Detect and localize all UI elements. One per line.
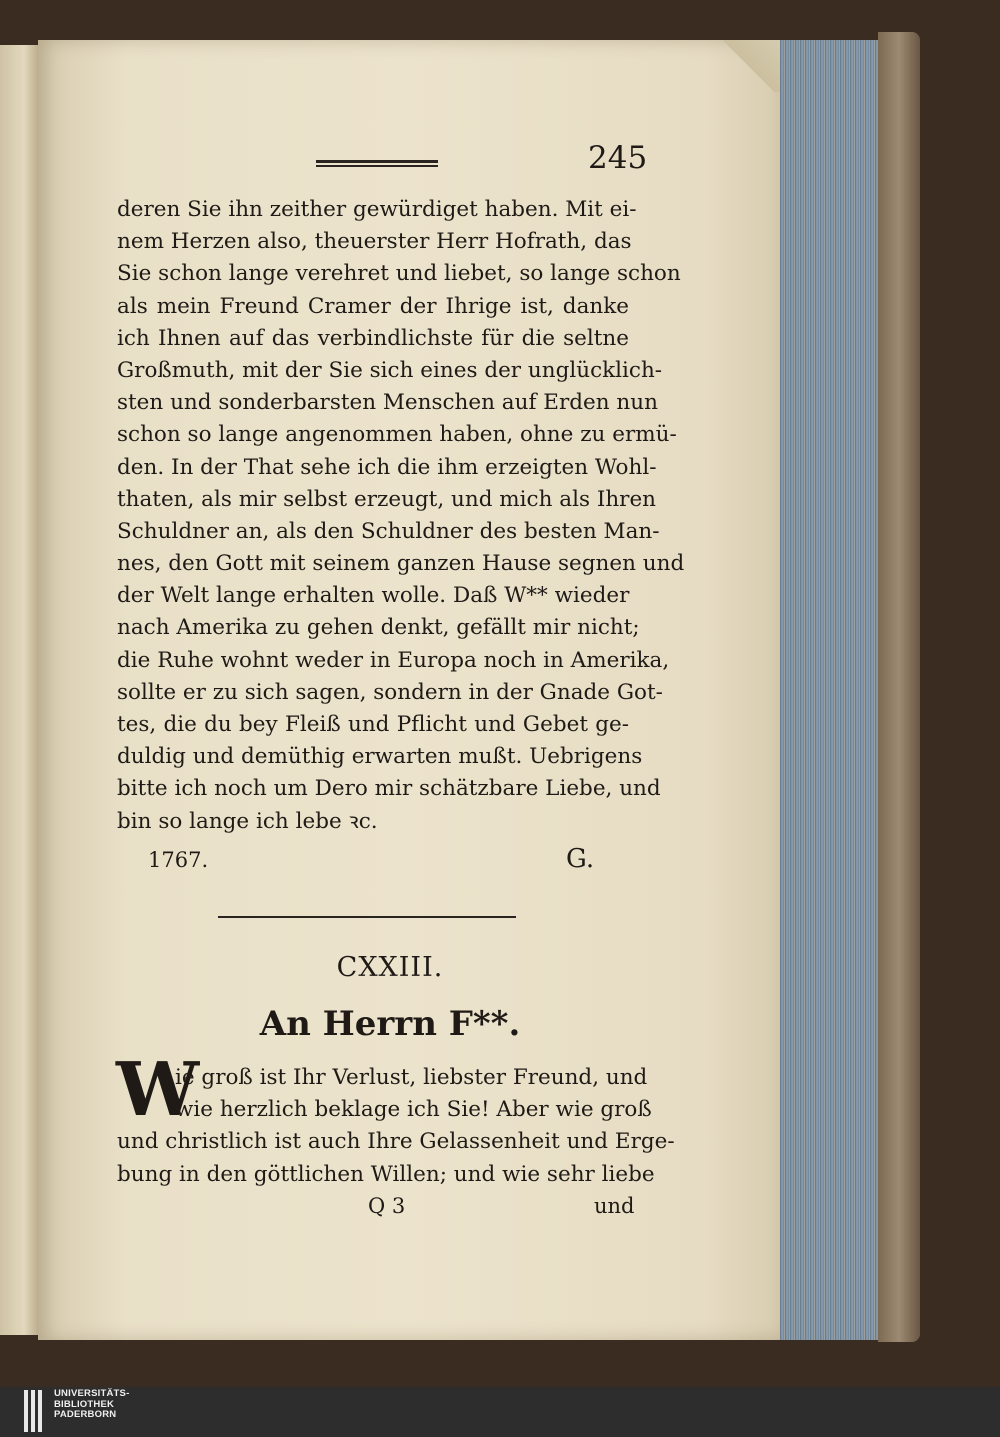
letter-year: 1767.: [148, 848, 209, 872]
text-line: wie herzlich beklage ich Sie! Aber wie groß: [175, 1097, 652, 1123]
folded-corner: [718, 40, 780, 92]
text-line: bung in den göttlichen Willen; und wie sehr liebe: [117, 1161, 655, 1187]
text-line: Sie schon lange verehret und liebet, so lange schon: [117, 261, 681, 287]
library-label-line: UNIVERSITÄTS-: [54, 1388, 130, 1399]
text-line: nes, den Gott mit seinem ganzen Hause segnen und: [117, 551, 685, 577]
text-line: tes, die du bey Fleiß und Pflicht und Gebet ge-: [117, 712, 629, 737]
text-line: duldig und demüthig erwarten mußt. Uebrigens: [117, 744, 643, 770]
header-rule: [316, 160, 438, 167]
text-line: sollte er zu sich sagen, sondern in der Gnade Got-: [117, 679, 663, 705]
book-cover-edge: [878, 32, 920, 1342]
text-line: schon so lange angenommen haben, ohne zu ermü-: [117, 422, 677, 448]
text-line: nem Herzen also, theuerster Herr Hofrath, das: [117, 229, 632, 255]
catchword: und: [594, 1194, 635, 1218]
drop-cap: W: [116, 1047, 200, 1133]
section-number: CXXIII.: [336, 952, 444, 983]
text-line: ich Ihnen auf das verbindlichste für die seltne: [117, 325, 629, 351]
library-label-line: BIBLIOTHEK: [54, 1398, 115, 1410]
text-line: deren Sie ihn zeither gewürdiget haben. Mit ei-: [117, 197, 637, 222]
library-label-line: PADERBORN: [54, 1409, 117, 1420]
text-line: der Welt lange erhalten wolle. Daß W** wieder: [117, 583, 630, 609]
text-line: Schuldner an, als den Schuldner des besten Man-: [117, 518, 660, 544]
text-line: die Ruhe wohnt weder in Europa noch in Amerika,: [117, 647, 670, 673]
section-rule: [218, 916, 516, 918]
text-line: nach Amerika zu gehen denkt, gefällt mir nicht;: [117, 615, 640, 641]
letter-text: [117, 1062, 675, 1191]
text-line: als mein Freund Cramer der Ihrige ist, danke: [117, 293, 629, 319]
text-line: bitte ich noch um Dero mir schätzbare Liebe, und: [117, 776, 661, 802]
text-line: den. In der That sehe ich die ihm erzeigten Wohl-: [117, 454, 657, 480]
text-line: bin so lange ich lebe ꝛc.: [117, 808, 378, 834]
section-title: An Herrn F**.: [259, 1004, 521, 1044]
signature-initial: G.: [566, 844, 595, 874]
body-text: [117, 194, 685, 838]
text-line: sten und sonderbarsten Menschen auf Erden nun: [117, 390, 658, 416]
text-line: und christlich ist auch Ihre Gelassenheit und Erge-: [117, 1129, 675, 1155]
text-line: ie groß ist Ihr Verlust, liebster Freund, und: [175, 1065, 648, 1090]
text-line: Großmuth, mit der Sie sich eines der unglücklich-: [117, 357, 663, 383]
text-line: thaten, als mir selbst erzeugt, und mich als Ihren: [117, 486, 657, 512]
page-number: 245: [588, 140, 648, 176]
left-page-edge: [0, 45, 40, 1335]
page-edges: [780, 40, 890, 1340]
signature-mark: Q 3: [368, 1194, 406, 1218]
library-logo-icon: [24, 1390, 46, 1432]
library-label: [54, 1389, 194, 1421]
